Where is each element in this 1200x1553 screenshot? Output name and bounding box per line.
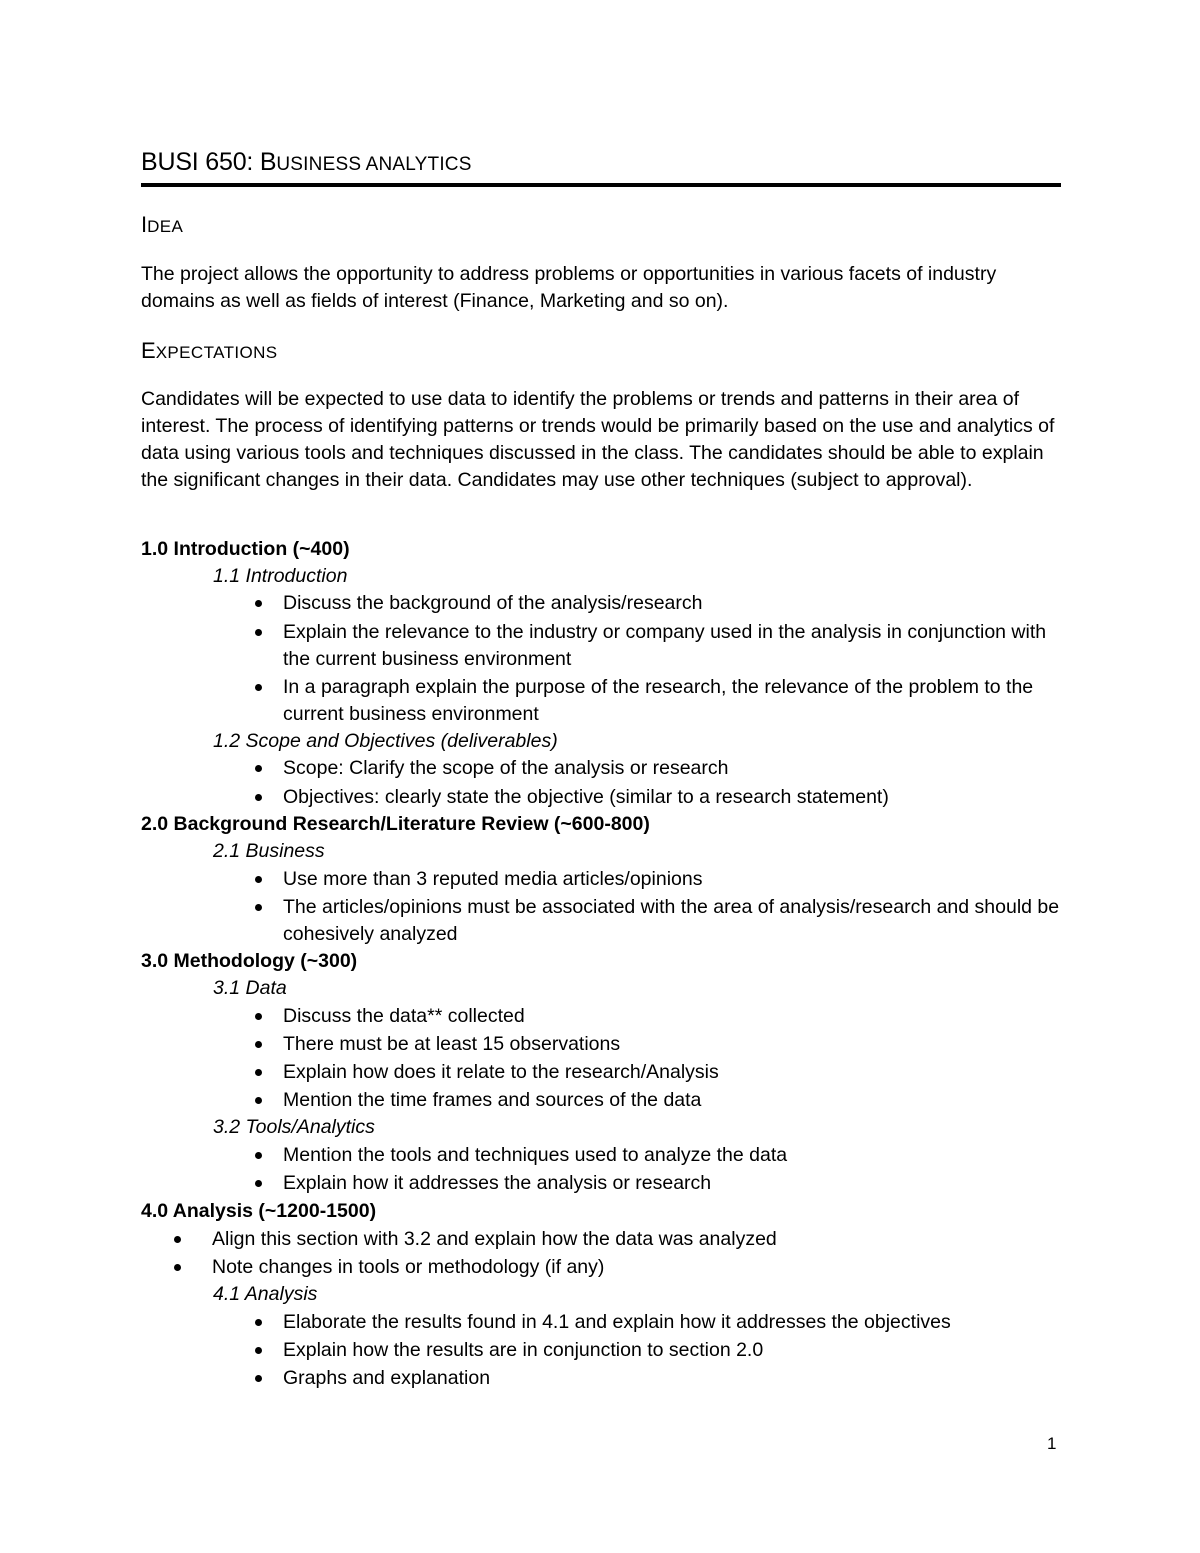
list-item-text: In a paragraph explain the purpose of the research, the relevance of the problem to the current business environment: [283, 676, 1034, 725]
list-item-text: Explain the relevance to the industry or company used in the analysis in conjunction with the current business environment: [283, 621, 1047, 670]
section-4-title: 4.0 Analysis (~1200-1500): [141, 1200, 377, 1222]
list-item-text: Elaborate the results found in 4.1 and explain how it addresses the objectives: [283, 1311, 951, 1333]
bullet-icon: [174, 1264, 181, 1271]
bullet-icon: [255, 765, 262, 772]
bullet-icon: [255, 684, 262, 691]
section-1-title: 1.0 Introduction (~400): [141, 538, 350, 560]
list-item: [283, 674, 1073, 728]
bullet-icon: [255, 1152, 262, 1159]
bullet-icon: [255, 1347, 262, 1354]
section-1-1-title: 1.1 Introduction: [213, 565, 348, 587]
idea-heading-rest: DEA: [147, 217, 184, 236]
bullet-icon: [174, 1236, 181, 1243]
expectations-heading: [141, 338, 278, 364]
expectations-paragraph: Candidates will be expected to use data to identify the problems or trends and patterns in their area of interest. The process of identifying patterns or trends would be primarily based on the use and analytics of data using various tools and techniques discussed in the class. The candidates should be able to explain the significant changes in their data. Candidates may use other techniques (subject to approval).: [141, 388, 1055, 491]
title-main: BUSI 650: B: [141, 148, 277, 176]
list-item: [283, 1365, 1073, 1392]
section-2-1-title: 2.1 Business: [213, 840, 325, 862]
section-3-2-title: 3.2 Tools/Analytics: [213, 1116, 375, 1138]
list-item-text: Explain how the results are in conjunction to section 2.0: [283, 1339, 764, 1361]
section-2-title: 2.0 Background Research/Literature Review (~600-800): [141, 813, 650, 835]
bullet-icon: [255, 1013, 262, 1020]
list-item-text: Align this section with 3.2 and explain how the data was analyzed: [212, 1228, 777, 1250]
bullet-icon: [255, 1069, 262, 1076]
list-item: [283, 590, 1073, 617]
section-3-title: 3.0 Methodology (~300): [141, 950, 358, 972]
bullet-icon: [255, 1041, 262, 1048]
title-rule: [141, 183, 1061, 187]
bullet-icon: [255, 1097, 262, 1104]
list-item-text: Discuss the background of the analysis/research: [283, 592, 703, 614]
list-item-text: There must be at least 15 observations: [283, 1033, 621, 1055]
list-item: [283, 1142, 1073, 1169]
bullet-icon: [255, 794, 262, 801]
list-item: [283, 1087, 1073, 1114]
idea-heading-cap: I: [141, 212, 148, 237]
list-item: [283, 1003, 1073, 1030]
idea-paragraph: The project allows the opportunity to address problems or opportunities in various facets of industry domains as well as fields of interest (Finance, Marketing and so on).: [141, 263, 997, 312]
list-item-text: Note changes in tools or methodology (if any): [212, 1256, 605, 1278]
section-1-2-title: 1.2 Scope and Objectives (deliverables): [213, 730, 558, 752]
bullet-icon: [255, 876, 262, 883]
bullet-icon: [255, 600, 262, 607]
list-item: [283, 1337, 1073, 1364]
list-item: [283, 755, 1073, 782]
list-item-text: Mention the time frames and sources of the data: [283, 1089, 702, 1111]
list-item: [283, 784, 1073, 811]
list-item: [283, 1031, 1073, 1058]
list-item-text: Explain how does it relate to the research/Analysis: [283, 1061, 719, 1083]
bullet-icon: [255, 629, 262, 636]
bullet-icon: [255, 904, 262, 911]
list-item: [283, 619, 1073, 673]
list-item-text: Discuss the data** collected: [283, 1005, 525, 1027]
idea-heading: [141, 212, 183, 238]
list-item-text: Mention the tools and techniques used to analyze the data: [283, 1144, 788, 1166]
section-3-1-title: 3.1 Data: [213, 977, 287, 999]
list-item: [283, 1170, 1073, 1197]
list-item: [212, 1226, 1072, 1253]
list-item-text: Objectives: clearly state the objective (similar to a research statement): [283, 786, 889, 808]
list-item: [283, 1059, 1073, 1086]
list-item-text: The articles/opinions must be associated with the area of analysis/research and should be cohesively analyzed: [283, 896, 1060, 945]
list-item-text: Explain how it addresses the analysis or research: [283, 1172, 712, 1194]
list-item: [283, 866, 1073, 893]
bullet-icon: [255, 1180, 262, 1187]
list-item-text: Scope: Clarify the scope of the analysis or research: [283, 757, 729, 779]
expectations-heading-rest: XPECTATIONS: [155, 343, 278, 362]
list-item-text: Use more than 3 reputed media articles/opinions: [283, 868, 703, 890]
list-item: [212, 1254, 1072, 1281]
bullet-icon: [255, 1319, 262, 1326]
page-number: 1: [1047, 1434, 1057, 1453]
expectations-heading-cap: E: [141, 338, 156, 363]
section-4-1-title: 4.1 Analysis: [213, 1283, 318, 1305]
list-item: [283, 1309, 1073, 1336]
list-item: [283, 894, 1073, 948]
list-item-text: Graphs and explanation: [283, 1367, 491, 1389]
document-title: [141, 148, 472, 177]
title-smallcaps: USINESS ANALYTICS: [276, 154, 472, 175]
bullet-icon: [255, 1375, 262, 1382]
